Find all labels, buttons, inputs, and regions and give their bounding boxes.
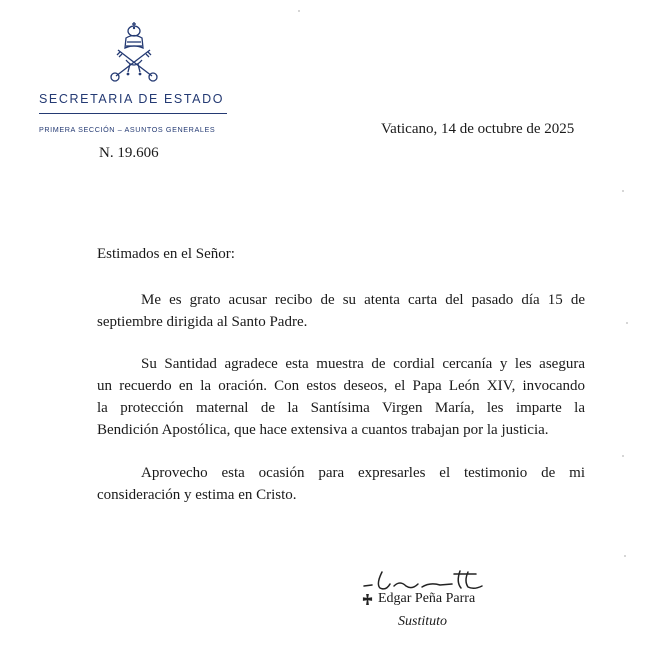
signer-title: Sustituto bbox=[398, 614, 448, 629]
paragraph-line: septiembre dirigida al Santo Padre. bbox=[97, 314, 308, 330]
paragraph-line: Bendición Apostólica, que hace extensiva a cuantos trabajan por la justicia. bbox=[97, 422, 549, 438]
scan-speck bbox=[622, 455, 624, 457]
paragraph-line: la protección maternal de la Santísima Virgen María, les imparte la bbox=[97, 400, 585, 416]
papal-coat-of-arms-icon bbox=[106, 20, 162, 84]
office-name: SECRETARIA DE ESTADO bbox=[39, 92, 225, 106]
body-paragraph-3 bbox=[97, 462, 585, 506]
salutation: Estimados en el Señor: bbox=[97, 246, 235, 262]
scan-speck bbox=[298, 10, 300, 12]
office-section: PRIMERA SECCIÓN – ASUNTOS GENERALES bbox=[39, 125, 216, 134]
scan-speck bbox=[626, 322, 628, 324]
signer-line bbox=[362, 591, 475, 607]
letterhead-divider bbox=[39, 113, 227, 114]
signer-name: Edgar Peña Parra bbox=[378, 591, 476, 606]
paragraph-line: un recuerdo en la oración. Con estos deseos, el Papa León XIV, invocando bbox=[97, 378, 585, 394]
scan-speck bbox=[624, 555, 626, 557]
paragraph-line: Me es grato acusar recibo de su atenta carta del pasado día 15 de bbox=[141, 292, 585, 308]
body-paragraph-1 bbox=[97, 289, 585, 333]
paragraph-line: Su Santidad agradece esta muestra de cordial cercanía y les asegura bbox=[141, 356, 585, 372]
letter-date: Vaticano, 14 de octubre de 2025 bbox=[381, 121, 575, 137]
scan-speck bbox=[622, 190, 624, 192]
paragraph-line: Aprovecho esta ocasión para expresarles el testimonio de mi bbox=[141, 465, 585, 481]
cross-pattee-icon bbox=[362, 594, 373, 605]
paragraph-line: consideración y estima en Cristo. bbox=[97, 487, 297, 503]
body-paragraph-2 bbox=[97, 353, 585, 441]
reference-number: N. 19.606 bbox=[99, 145, 159, 161]
